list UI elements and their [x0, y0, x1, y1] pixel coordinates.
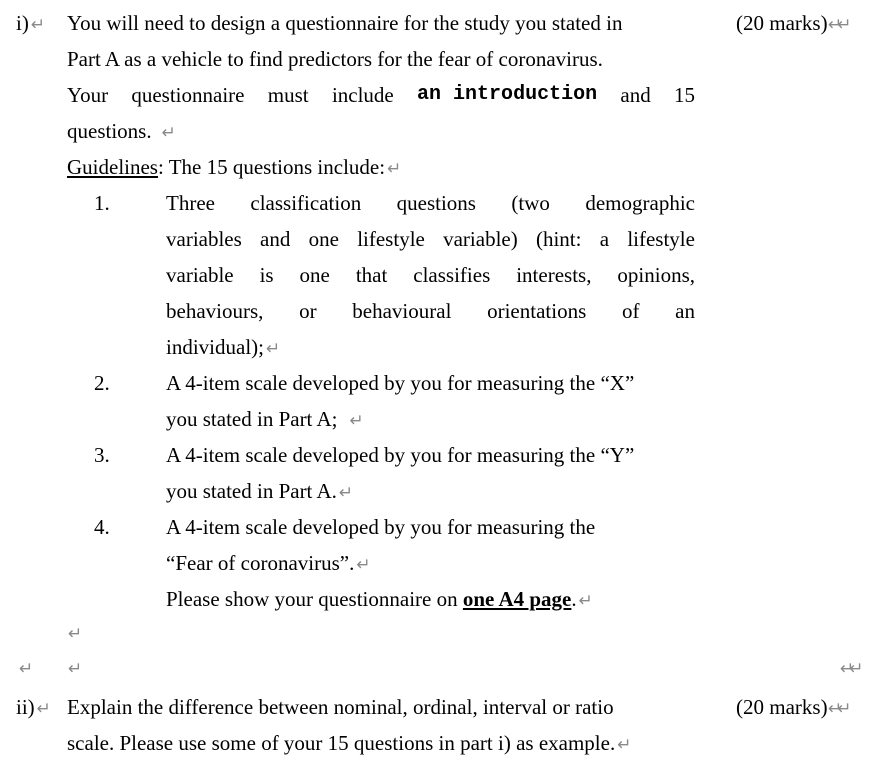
paragraph-mark-icon: ↵↵	[840, 659, 859, 679]
list-item-3-line-1: A 4-item scale developed by you for measuring the “Y”	[166, 443, 635, 467]
paragraph-mark-icon: ↵	[578, 591, 593, 611]
list-item-1-line-1: Three classification questions (two demographic	[166, 191, 695, 215]
paragraph-mark-icon: ↵	[161, 123, 176, 143]
paragraph-mark-icon: ↵	[266, 339, 281, 359]
list-item-number: 4.	[94, 515, 110, 539]
list-item-1-line-2: variables and one lifestyle variable) (hint: a lifestyle	[166, 227, 695, 251]
paragraph-mark-icon: ↵	[349, 411, 364, 431]
paragraph-mark-icon: ↵	[338, 483, 354, 503]
list-item-number: 3.	[94, 443, 110, 467]
paragraph-mark-icon: ↵↵	[827, 699, 847, 719]
part-i-marks: (20 marks) ↵↵	[736, 11, 847, 35]
part-i-line-3: Your questionnaire must include an introduction and 15	[67, 83, 695, 107]
paragraph-mark-icon: ↵↵	[827, 15, 847, 35]
list-item-4-line-1: A 4-item scale developed by you for measuring the	[166, 515, 596, 539]
part-ii-label: ii) ↵	[16, 695, 51, 719]
paragraph-mark-icon: ↵	[68, 659, 83, 679]
part-ii-line-1: Explain the difference between nominal, ordinal, interval or ratio	[67, 695, 614, 719]
part-i-line-4: questions. ↵	[67, 119, 176, 143]
list-item-number: 2.	[94, 371, 110, 395]
one-a4-page-emphasis: one A4 page	[462, 587, 572, 611]
closing-instruction: Please show your questionnaire on one A4 page. ↵	[166, 587, 593, 611]
part-i-label: i) ↵	[16, 11, 46, 35]
part-i-line-2: Part A as a vehicle to find predictors for the fear of coronavirus.	[67, 47, 603, 71]
list-item-1-line-3: variable is one that classifies interests, opinions,	[166, 263, 695, 287]
paragraph-mark-icon: ↵	[68, 624, 83, 644]
paragraph-mark-icon: ↵	[19, 659, 34, 679]
paragraph-mark-icon: ↵	[36, 699, 51, 719]
paragraph-mark-icon: ↵	[617, 735, 632, 755]
list-item-4-line-2: “Fear of coronavirus”. ↵	[166, 551, 371, 575]
part-ii-marks: (20 marks) ↵↵	[736, 695, 847, 719]
list-item-2-line-1: A 4-item scale developed by you for measuring the “X”	[166, 371, 635, 395]
guidelines-heading: Guidelines: The 15 questions include: ↵	[67, 155, 402, 179]
introduction-emphasis: an introduction	[417, 83, 598, 106]
list-item-3-line-2: you stated in Part A. ↵	[166, 479, 354, 503]
list-item-number: 1.	[94, 191, 110, 215]
list-item-1-line-4: behaviours, or behavioural orientations of an	[166, 299, 695, 323]
paragraph-mark-icon: ↵	[387, 159, 402, 179]
paragraph-mark-icon: ↵	[30, 15, 46, 35]
list-item-2-line-2: you stated in Part A; ↵	[166, 407, 364, 431]
part-ii-line-2: scale. Please use some of your 15 questions in part i) as example. ↵	[67, 731, 632, 755]
paragraph-mark-icon: ↵	[356, 555, 371, 575]
part-i-line-1: You will need to design a questionnaire for the study you stated in	[67, 11, 623, 35]
list-item-1-line-5: individual); ↵	[166, 335, 281, 359]
